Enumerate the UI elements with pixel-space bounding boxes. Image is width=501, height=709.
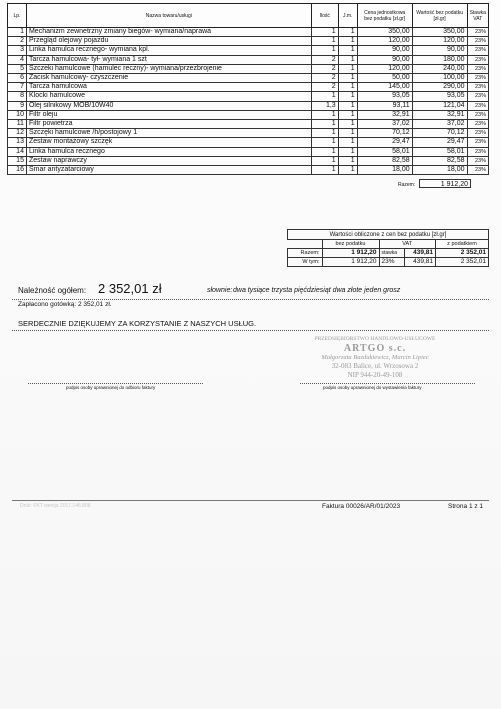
header-lp: Lp. <box>8 4 27 28</box>
cell-lp: 11 <box>8 120 27 129</box>
cell-unit: 1 <box>338 129 357 138</box>
header-net-value: Wartość bez podatku [zł.gr] <box>412 4 467 28</box>
table-row <box>8 55 489 64</box>
cell-unit-price: 82,58 <box>357 156 412 165</box>
cell-net-value: 120,00 <box>412 37 467 46</box>
cell-qty: 2 <box>311 83 338 92</box>
signature-right-label: podpis osoby uprawnionej do wystawienia faktury <box>323 385 422 390</box>
cell-net-value: 29,47 <box>412 138 467 147</box>
cell-name: Linka hamulca recznego- wymiana kpl. <box>26 46 311 55</box>
cell-unit-price: 50,00 <box>357 74 412 83</box>
table-row <box>8 64 489 73</box>
cell-lp: 16 <box>8 166 27 175</box>
cell-name: Mechanizm zewnetrzny zmiany biegów- wymiana/naprawa <box>26 28 311 37</box>
cell-name: Tarcza hamulcowa- tył- wymiana 1 szt <box>26 55 311 64</box>
table-row <box>8 156 489 165</box>
cell-rate: 23% <box>467 129 488 138</box>
cell-name: Szczeki hamulcowe (hamulec reczny)- wymiana/przezbrojenie <box>26 64 311 73</box>
summary-row2-gross: 2 352,01 <box>436 258 489 267</box>
summary-row2-vat: 439,81 <box>404 258 436 267</box>
cell-unit-price: 18,00 <box>357 166 412 175</box>
cell-unit: 1 <box>338 156 357 165</box>
cell-rate: 23% <box>467 110 488 119</box>
cell-net-value: 290,00 <box>412 83 467 92</box>
cell-name: Klocki hamulcowe <box>26 92 311 101</box>
cell-net-value: 18,00 <box>412 166 467 175</box>
table-row <box>8 92 489 101</box>
header-unit: J.m. <box>338 4 357 28</box>
cell-rate: 23% <box>467 55 488 64</box>
cell-name: Filtr powietrza <box>26 120 311 129</box>
cell-unit: 1 <box>338 166 357 175</box>
cell-rate: 23% <box>467 92 488 101</box>
header-rate: Stawka VAT <box>467 4 488 28</box>
cell-lp: 2 <box>8 37 27 46</box>
cell-qty: 1 <box>311 37 338 46</box>
words-label: słownie: <box>207 287 233 294</box>
cell-name: Zacisk hamulcowy- czyszczenie <box>26 74 311 83</box>
cell-unit-price: 58,01 <box>357 147 412 156</box>
cell-qty: 2 <box>311 64 338 73</box>
cell-unit-price: 120,00 <box>357 37 412 46</box>
cell-unit: 1 <box>338 138 357 147</box>
divider <box>12 330 489 331</box>
cell-lp: 1 <box>8 28 27 37</box>
cell-net-value: 180,00 <box>412 55 467 64</box>
razem-value: 1 912,20 <box>419 179 471 188</box>
cell-unit: 1 <box>338 28 357 37</box>
summary-col-vat: VAT <box>379 240 436 249</box>
summary-row1-net: 1 912,20 <box>322 249 379 258</box>
cell-qty: 1,3 <box>311 101 338 110</box>
cell-net-value: 240,00 <box>412 64 467 73</box>
header-name: Nazwa towaru/usługi <box>26 4 311 28</box>
cell-rate: 23% <box>467 166 488 175</box>
cell-name: Linka hamulca recznego <box>26 147 311 156</box>
cell-rate: 23% <box>467 156 488 165</box>
cell-lp: 9 <box>8 101 27 110</box>
summary-row1-rate: stawka <box>379 249 404 258</box>
summary-row-breakdown <box>288 258 489 267</box>
summary-title: Wartości obliczone z cen bez podatku [zł.gr] <box>288 230 489 240</box>
cell-qty: 1 <box>311 166 338 175</box>
stamp-line1: PRZEDSIĘBIORSTWO HANDLOWO-USŁUGOWE <box>314 336 436 342</box>
table-row <box>8 83 489 92</box>
cell-name: Filtr oleju <box>26 110 311 119</box>
cell-net-value: 121,04 <box>412 101 467 110</box>
cell-rate: 23% <box>467 120 488 129</box>
cell-qty: 1 <box>311 92 338 101</box>
cell-unit-price: 145,00 <box>357 83 412 92</box>
cell-net-value: 58,01 <box>412 147 467 156</box>
cell-unit: 1 <box>338 55 357 64</box>
cell-qty: 1 <box>311 138 338 147</box>
footer-rule <box>12 500 489 501</box>
header-unit-price: Cena jednostkowa bez podatku [zł.gr] <box>357 4 412 28</box>
cell-unit: 1 <box>338 110 357 119</box>
cell-qty: 1 <box>311 120 338 129</box>
cell-unit: 1 <box>338 83 357 92</box>
stamp-line4: 32-083 Balice, ul. Wrzosowa 2 <box>331 362 419 370</box>
cell-unit: 1 <box>338 147 357 156</box>
words-value: dwa tysiące trzysta pięćdziesiąt dwa złote jeden grosz <box>233 287 401 294</box>
cell-rate: 23% <box>467 138 488 147</box>
cell-lp: 15 <box>8 156 27 165</box>
cell-rate: 23% <box>467 101 488 110</box>
table-row <box>8 101 489 110</box>
cell-rate: 23% <box>467 37 488 46</box>
cell-rate: 23% <box>467 147 488 156</box>
summary-row1-label: Razem: <box>288 249 323 258</box>
table-row <box>8 37 489 46</box>
table-row <box>8 129 489 138</box>
summary-row-total <box>288 249 489 258</box>
table-row <box>8 120 489 129</box>
cell-qty: 1 <box>311 129 338 138</box>
cell-unit: 1 <box>338 92 357 101</box>
footer-page-number: Strona 1 z 1 <box>448 503 484 510</box>
thanks-text: SERDECZNIE DZIĘKUJEMY ZA KORZYSTANIE Z NASZYCH USŁUG. <box>18 319 257 328</box>
cell-rate: 23% <box>467 28 488 37</box>
stamp-line3: Małgorzata Bazdukiewicz, Marcin Lipiec <box>321 354 429 361</box>
cell-lp: 4 <box>8 55 27 64</box>
cell-qty: 1 <box>311 46 338 55</box>
stamp-line2: ARTGO s.c. <box>343 343 407 354</box>
cell-net-value: 350,00 <box>412 28 467 37</box>
cell-rate: 23% <box>467 64 488 73</box>
cell-unit: 1 <box>338 74 357 83</box>
cell-unit: 1 <box>338 46 357 55</box>
header-qty: Ilość <box>311 4 338 28</box>
summary-row2-net: 1 912,20 <box>322 258 379 267</box>
cell-name: Zestaw naprawczy <box>26 156 311 165</box>
summary-row2-label: W tym: <box>288 258 323 267</box>
razem-label: Razem: <box>398 182 416 188</box>
cell-qty: 1 <box>311 28 338 37</box>
cell-lp: 12 <box>8 129 27 138</box>
paid-text: Zapłacono gotówką: 2 352,01 zł. <box>18 301 112 308</box>
items-header <box>8 4 489 28</box>
table-row <box>8 166 489 175</box>
items-table <box>7 3 489 175</box>
cell-unit: 1 <box>338 64 357 73</box>
signature-line-right <box>300 383 475 384</box>
cell-net-value: 90,00 <box>412 46 467 55</box>
footer-faded-text: Druk: FKT wersja 2017.146.808 <box>20 503 91 509</box>
cell-qty: 1 <box>311 110 338 119</box>
divider <box>12 299 489 300</box>
cell-name: Olej silnikowy MOB/10W40 <box>26 101 311 110</box>
table-row <box>8 110 489 119</box>
cell-lp: 7 <box>8 83 27 92</box>
cell-net-value: 70,12 <box>412 129 467 138</box>
cell-unit-price: 37,02 <box>357 120 412 129</box>
cell-name: Tarcza hamulcowa <box>26 83 311 92</box>
cell-name: Szczęki hamulcowe /h/postojowy 1 <box>26 129 311 138</box>
company-stamp <box>300 335 450 380</box>
cell-name: Zestaw montażowy szczęk <box>26 138 311 147</box>
cell-unit-price: 90,00 <box>357 46 412 55</box>
summary-row1-gross: 2 352,01 <box>436 249 489 258</box>
cell-lp: 10 <box>8 110 27 119</box>
cell-lp: 6 <box>8 74 27 83</box>
cell-name: Przegląd olejowy pojazdu <box>26 37 311 46</box>
cell-lp: 13 <box>8 138 27 147</box>
cell-unit-price: 90,00 <box>357 55 412 64</box>
cell-net-value: 32,91 <box>412 110 467 119</box>
cell-qty: 1 <box>311 156 338 165</box>
cell-unit-price: 32,91 <box>357 110 412 119</box>
table-row <box>8 28 489 37</box>
signature-line-left <box>28 383 203 384</box>
cell-net-value: 82,58 <box>412 156 467 165</box>
summary-col-net: bez podatku <box>322 240 379 249</box>
cell-rate: 23% <box>467 74 488 83</box>
cell-unit-price: 70,12 <box>357 129 412 138</box>
cell-lp: 5 <box>8 64 27 73</box>
vat-summary-table <box>287 229 489 267</box>
cell-unit: 1 <box>338 101 357 110</box>
cell-unit: 1 <box>338 37 357 46</box>
table-row <box>8 147 489 156</box>
cell-net-value: 37,02 <box>412 120 467 129</box>
footer-invoice-number: Faktura 00026/AR/01/2023 <box>322 503 401 510</box>
table-row <box>8 138 489 147</box>
due-value: 2 352,01 zł <box>98 281 162 296</box>
cell-unit: 1 <box>338 120 357 129</box>
cell-unit-price: 120,00 <box>357 64 412 73</box>
cell-rate: 23% <box>467 46 488 55</box>
cell-net-value: 93,05 <box>412 92 467 101</box>
table-row <box>8 74 489 83</box>
cell-qty: 2 <box>311 55 338 64</box>
signature-left-label: podpis osoby uprawnionej do odbioru faktury <box>66 385 156 390</box>
cell-lp: 8 <box>8 92 27 101</box>
cell-lp: 3 <box>8 46 27 55</box>
stamp-line5: NIP 944-20-49-108 <box>347 371 403 379</box>
cell-unit-price: 29,47 <box>357 138 412 147</box>
cell-name: Smar antyzatarciowy <box>26 166 311 175</box>
summary-row2-rate: 23% <box>379 258 404 267</box>
cell-unit-price: 350,00 <box>357 28 412 37</box>
cell-unit-price: 93,11 <box>357 101 412 110</box>
summary-row1-vat: 439,81 <box>404 249 436 258</box>
cell-qty: 2 <box>311 74 338 83</box>
due-label: Należność ogółem: <box>18 286 87 295</box>
cell-lp: 14 <box>8 147 27 156</box>
cell-qty: 1 <box>311 147 338 156</box>
summary-col-gross: z podatkiem <box>436 240 489 249</box>
cell-unit-price: 93,05 <box>357 92 412 101</box>
cell-rate: 23% <box>467 83 488 92</box>
cell-net-value: 100,00 <box>412 74 467 83</box>
table-row <box>8 46 489 55</box>
